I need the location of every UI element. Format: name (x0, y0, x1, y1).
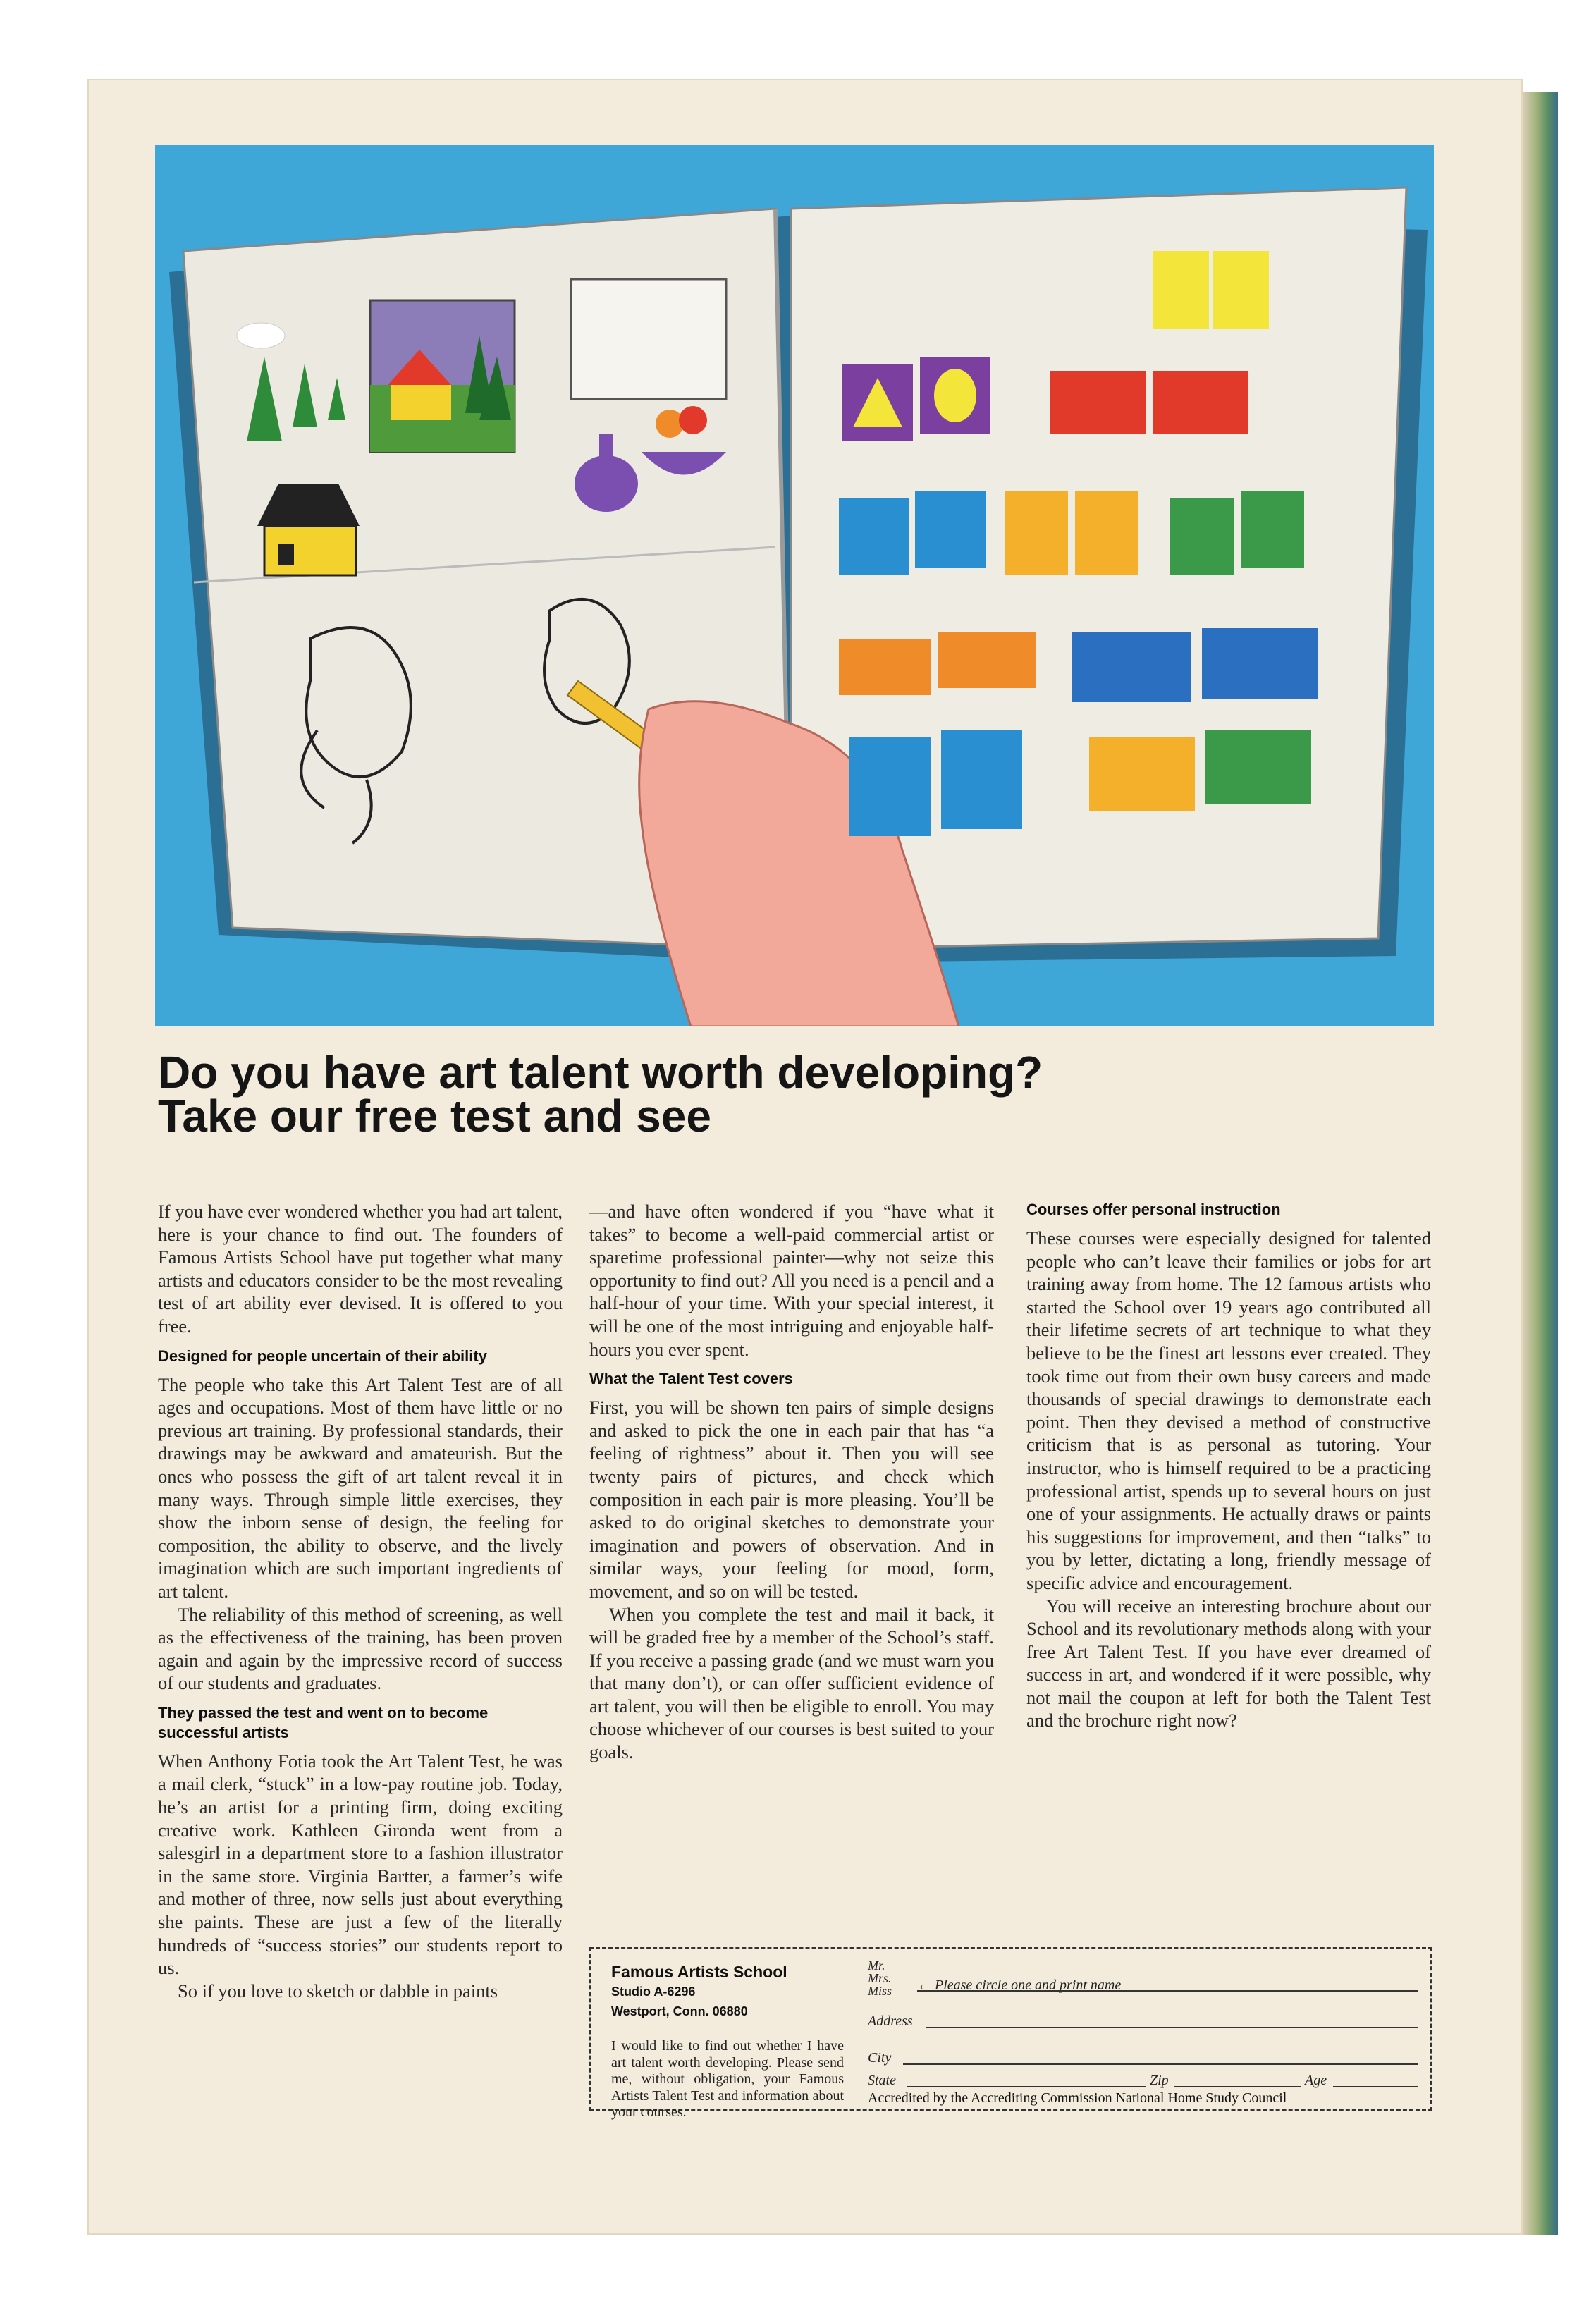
comic-back-cover (87, 79, 1523, 2235)
title-mrs[interactable]: Mrs. (868, 1971, 892, 1985)
body-column-3 (1026, 1200, 1431, 1732)
body-paragraph: First, you will be shown ten pairs of simple designs and asked to pick the one in each pair that has “a feeling of rightness” about it. Then you will see twenty pairs of pictures, and check which composition in each pair is more pleasing. You’ll be asked to do original sketches to demonstrate your imagination and powers of observation. And in similar ways, your feeling for mood, form, movement, and so on will be tested. (589, 1397, 994, 1602)
section-heading: Designed for people uncertain of their ability (158, 1347, 487, 1365)
headline (158, 1047, 1448, 1141)
body-paragraph: The people who take this Art Talent Test are of all ages and occupations. Most of them have little or no previous art training. By professional standards, their drawings may be awkward and amateurish. But the ones who possess the gift of art talent reveal it in many ways. Through simple little exercises, they show the inborn sense of design, the feeling for composition, the ability to observe, and the lively imagination which are such important ingredients of art talent. (158, 1373, 563, 1602)
section-heading: What the Talent Test covers (589, 1370, 793, 1388)
state-label: State (868, 2073, 896, 2088)
headline-line-2: Take our free test and see (158, 1091, 711, 1141)
state-zip-age-field[interactable] (868, 2069, 1418, 2090)
body-column-2 (589, 1200, 994, 1764)
body-paragraph: These courses were especially designed for talented people who can’t leave their families or jobs for art training away from home. The 12 famous artists who started the School over 19 years ago contributed all their lifetime secrets of art technique to what they believe to be the finest art lessons ever created. They took time out from their own busy careers and made thousands of special drawings to demonstrate each point. Then they devised a method of constructive criticism that is as personal as tutoring. Your instructor, who is himself required to be a practicing professional artist, spends up to several hours on just one of your assignments. He actually draws or paints his suggestions for improvement, and then “talks” to you by letter, dictating a long, friendly message of specific advice and encouragement. (1026, 1227, 1431, 1593)
school-city: Westport, Conn. 06880 (611, 2004, 748, 2018)
cover-edge (1523, 92, 1558, 2235)
mail-in-coupon (589, 1947, 1432, 2120)
school-name: Famous Artists School (611, 1963, 787, 1981)
address-label: Address (868, 2013, 913, 2029)
body-paragraph: If you have ever wondered whether you had art talent, here is your chance to find out. The founders of Famous Artists School have put together what many artists and educators consider to be the most revealing test of art ability ever devised. It is offered to you free. (158, 1201, 563, 1337)
section-heading: They passed the test and went on to become successful artists (158, 1703, 489, 1741)
city-field[interactable] (868, 2047, 1418, 2068)
name-field[interactable] (868, 1973, 1418, 1994)
zip-label: Zip (1150, 2073, 1169, 2088)
address-field[interactable] (868, 2010, 1418, 2031)
hero-illustration (155, 145, 1434, 1026)
body-paragraph: When Anthony Fotia took the Art Talent Test, he was a mail clerk, “stuck” in a low-pay routine job. Today, he’s an artist for a printing firm, doing exciting creative work. Kathleen Gironda went from a salesgirl in a department store to a fashion illustrator in the same store. Virginia Bartter, a farmer’s wife and mother of three, now sells just about everything she paints. These are just a few of the literally hundreds of “success stories” our students report to us. (158, 1750, 563, 1979)
body-paragraph: You will receive an interesting brochure about our School and its revolutionary methods along with your free Art Talent Test. If you have ever dreamed of success in art, and wondered if it were possible, why not mail the coupon at left for both the Talent Test and the brochure right now? (1026, 1595, 1431, 1731)
open-book-illustration (155, 145, 1434, 1026)
body-column-1 (158, 1200, 563, 2002)
section-heading: Courses offer personal instruction (1026, 1201, 1281, 1218)
body-paragraph: —and have often wondered if you “have what it takes” to become a well-paid commercial artist or sparetime professional painter—why not seize this opportunity to find out? All you need is a pencil and a half-hour of your time. With your special interest, it will be one of the most intriguing and enjoyable half-hours you ever spent. (589, 1201, 994, 1360)
body-paragraph: So if you love to sketch or dabble in paints (178, 1980, 498, 2001)
coupon-form (868, 1959, 1418, 2107)
school-studio: Studio A-6296 (611, 1985, 696, 1999)
headline-line-1: Do you have art talent worth developing? (158, 1047, 1043, 1098)
coupon-request-text: I would like to find out whether I have art talent worth developing. Please send me, without obligation, your Famous Artists Talent Test and information about your courses. (611, 2038, 844, 2120)
age-label: Age (1305, 2073, 1327, 2088)
title-miss[interactable]: Miss (868, 1984, 892, 1998)
body-paragraph: When you complete the test and mail it back, it will be graded free by a member of the School’s staff. If you receive a passing grade (and we must warn you that many don’t), or can offer sufficient evidence of art talent, you will then be eligible to enroll. You may choose whichever of our courses is best suited to your goals. (589, 1603, 994, 1763)
body-paragraph: The reliability of this method of screening, as well as the effectiveness of the training, has been proven again and again by the impressive record of success of our students and graduates. (158, 1603, 563, 1694)
coupon-school-address (611, 1962, 851, 2021)
accreditation-note: Accredited by the Accrediting Commission National Home Study Council (868, 2090, 1287, 2106)
city-label: City (868, 2050, 892, 2066)
title-mr[interactable]: Mr. (868, 1958, 885, 1973)
circle-note: ← Please circle one and print name (917, 1977, 1122, 1993)
